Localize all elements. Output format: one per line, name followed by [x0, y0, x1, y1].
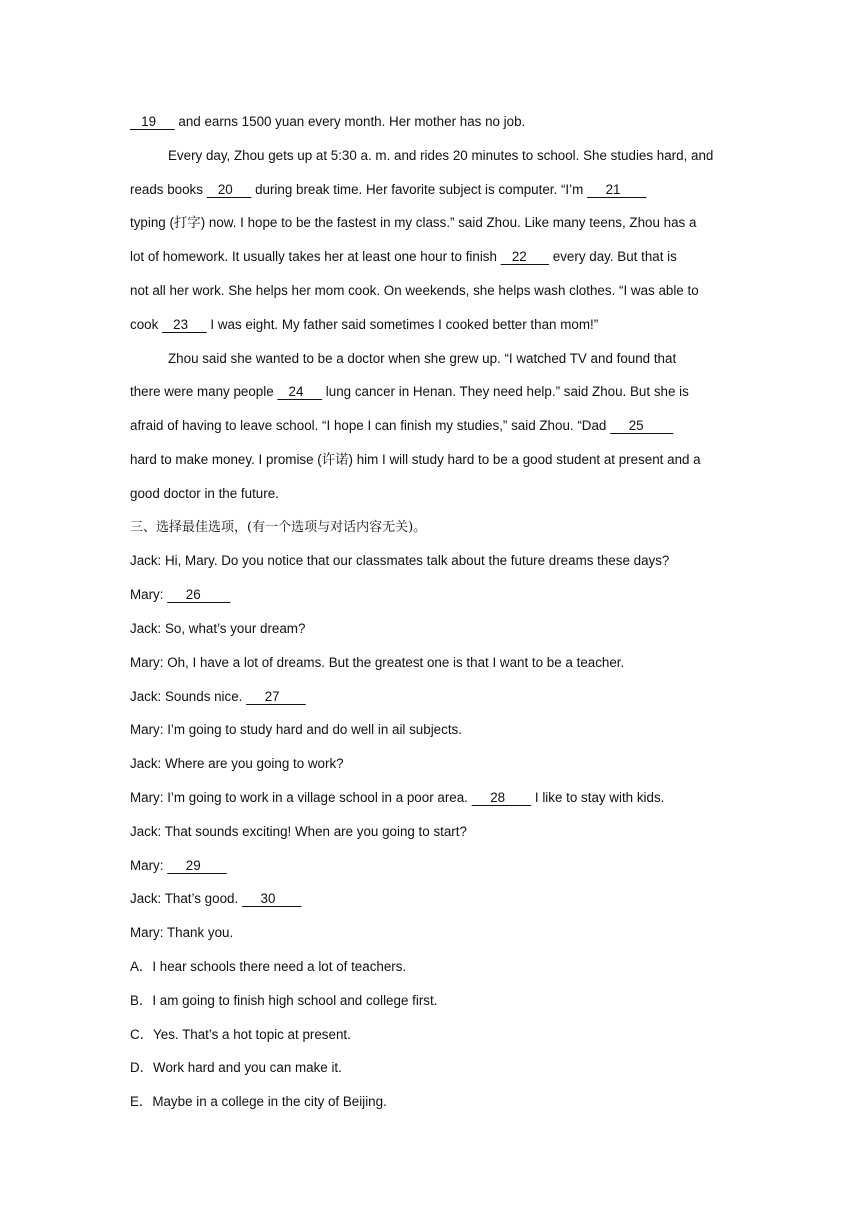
passage-text: afraid of having to leave school. “I hope I can finish my studies,” said Zhou. “Dad	[130, 418, 611, 434]
passage-line: Zhou said she wanted to be a doctor when she grew up. “I watched TV and found that	[168, 350, 677, 366]
passage-text: during break time. Her favorite subject is computer. “I’m	[251, 181, 587, 197]
blank-22: 22	[500, 249, 550, 265]
option-a: A．I hear schools there need a lot of teachers.	[130, 958, 407, 974]
passage-line	[130, 375, 730, 409]
dialogue-line: Mary: I’m going to study hard and do well in ail subjects.	[130, 722, 462, 738]
passage-text: reads books	[130, 181, 207, 197]
blank-25: 25	[610, 418, 674, 434]
passage-text: cook	[130, 316, 163, 332]
passage-line: hard to make money. I promise (许诺) him I will study hard to be a good student at present and a	[130, 451, 701, 467]
blank-29: 29	[167, 857, 227, 873]
passage-text: every day. But that is	[549, 249, 677, 265]
blank-27: 27	[246, 688, 306, 704]
blank-30: 30	[241, 891, 302, 907]
passage-line: typing (打字) now. I hope to be the fastest in my class.” said Zhou. Like many teens, Zhou has a	[130, 215, 697, 231]
dialogue-text: I like to stay with kids.	[531, 789, 665, 805]
passage-text: I was eight. My father said sometimes I cooked better than mom!”	[206, 316, 599, 332]
dialogue-text: Mary:	[130, 857, 168, 873]
dialogue-line	[130, 578, 730, 612]
passage-line: Every day, Zhou gets up at 5:30 a. m. and rides 20 minutes to school. She studies hard, and	[168, 147, 714, 163]
passage-text: lung cancer in Henan. They need help.” said Zhou. But she is	[322, 384, 689, 400]
passage-line: good doctor in the future.	[130, 485, 279, 501]
passage-line	[130, 240, 730, 274]
dialogue-text: Jack: That’s good.	[130, 891, 242, 907]
passage-text: lot of homework. It usually takes her at least one hour to finish	[130, 249, 501, 265]
blank-28: 28	[471, 789, 532, 805]
dialogue-line: Jack: That sounds exciting! When are you going to start?	[130, 823, 467, 839]
passage-line: not all her work. She helps her mom cook. On weekends, she helps wash clothes. “I was able to	[130, 282, 699, 298]
passage-text: and earns 1500 yuan every month. Her mother has no job.	[174, 114, 526, 129]
dialogue-line: Jack: Hi, Mary. Do you notice that our classmates talk about the future dreams these days?	[130, 553, 670, 569]
passage-text: there were many people	[130, 384, 278, 400]
section-heading: 三、选择最佳选项，(有一个选项与对话内容无关)。	[130, 519, 427, 535]
dialogue-line	[130, 849, 730, 883]
blank-26: 26	[167, 587, 231, 603]
dialogue-text: Mary: I’m going to work in a village school in a poor area.	[130, 789, 472, 805]
blank-24: 24	[277, 384, 323, 400]
passage-line	[130, 173, 730, 207]
passage-line	[130, 409, 730, 443]
dialogue-line	[130, 781, 730, 815]
option-d: D．Work hard and you can make it.	[130, 1060, 342, 1076]
option-e: E．Maybe in a college in the city of Beijing.	[130, 1094, 387, 1110]
dialogue-line: Jack: So, what’s your dream?	[130, 620, 306, 636]
option-b: B．I am going to finish high school and college first.	[130, 992, 438, 1008]
option-c: C．Yes. That’s a hot topic at present.	[130, 1026, 351, 1042]
dialogue-text: Jack: Sounds nice.	[130, 688, 247, 704]
passage-line	[130, 308, 730, 342]
dialogue-line: Mary: Oh, I have a lot of dreams. But the greatest one is that I want to be a teacher.	[130, 654, 625, 670]
dialogue-text: Mary:	[130, 587, 168, 603]
dialogue-line: Mary: Thank you.	[130, 925, 234, 941]
document-page	[130, 105, 730, 1119]
blank-23: 23	[162, 316, 207, 332]
dialogue-line: Jack: Where are you going to work?	[130, 756, 344, 772]
blank-21: 21	[586, 181, 647, 197]
passage-line	[130, 105, 730, 139]
blank-19: 19	[130, 114, 175, 129]
dialogue-line	[130, 680, 730, 714]
blank-20: 20	[206, 181, 252, 197]
dialogue-line	[130, 882, 730, 916]
